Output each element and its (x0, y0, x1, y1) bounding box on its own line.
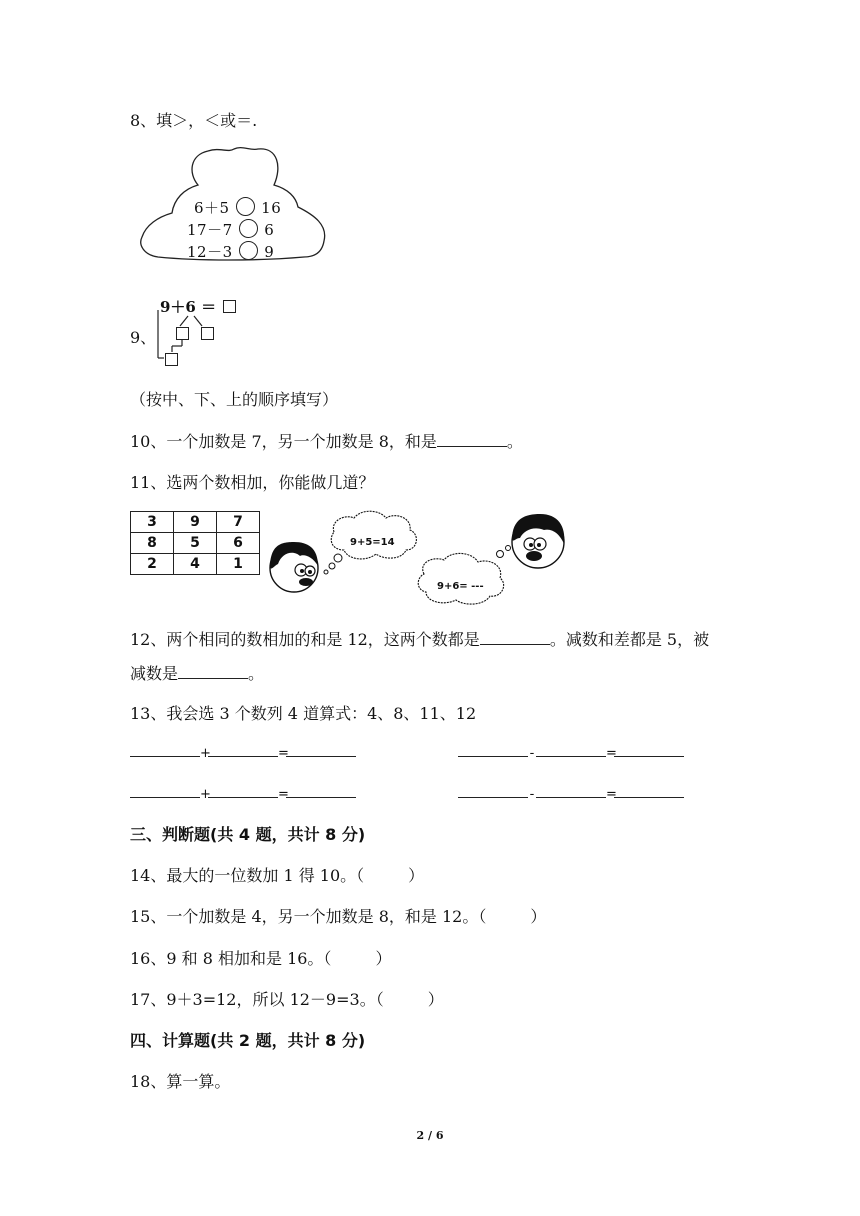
q8-row-3-left: 12－3 (187, 243, 233, 261)
q18-prompt: 18、算一算。 (130, 1072, 231, 1091)
q10-prompt (130, 429, 523, 452)
q14-close: ） (408, 866, 425, 885)
grid-cell: 3 (131, 512, 174, 533)
plus-sign: + (200, 746, 211, 761)
answer-circle[interactable] (236, 197, 255, 216)
q17-text: 17、9＋3=12，所以 12－9=3。（ (130, 990, 384, 1009)
q12-line-2 (130, 661, 264, 684)
grid-cell: 5 (174, 533, 217, 554)
thought-bubble-icon (418, 542, 516, 604)
q12-text-4: 。 (248, 664, 265, 683)
q15-close: ） (530, 907, 547, 926)
grid-cell: 7 (217, 512, 260, 533)
answer-blank[interactable] (614, 785, 684, 798)
grid-cell: 9 (174, 512, 217, 533)
q12-line-1 (130, 627, 709, 650)
q10-text: 10、一个加数是 7，另一个加数是 8，和是 (130, 432, 437, 451)
answer-blank[interactable] (458, 744, 528, 757)
subtraction-equation-1 (458, 744, 684, 761)
q10-end: 。 (506, 432, 523, 451)
equals-sign: = (606, 746, 617, 761)
q15-text: 15、一个加数是 4，另一个加数是 8，和是 12。（ (130, 907, 487, 926)
answer-blank[interactable] (286, 744, 356, 757)
answer-blank[interactable] (437, 432, 507, 447)
q12-text-3: 减数是 (130, 664, 179, 683)
section-3-title: 三、判断题(共 4 题，共计 8 分) (130, 825, 366, 844)
answer-box-left[interactable] (176, 327, 189, 340)
addition-equation-2 (130, 785, 356, 802)
q8-row-2-left: 17－7 (187, 221, 233, 239)
q8-row-3 (187, 241, 274, 262)
answer-blank[interactable] (208, 744, 278, 757)
answer-blank[interactable] (208, 785, 278, 798)
girl-face-icon (270, 542, 318, 592)
answer-blank[interactable] (614, 744, 684, 757)
answer-blank[interactable] (130, 744, 200, 757)
answer-box-bottom[interactable] (165, 353, 178, 366)
equals-sign: = (606, 787, 617, 802)
answer-circle[interactable] (239, 241, 258, 260)
plus-sign: + (200, 787, 211, 802)
q16-text: 16、9 和 8 相加和是 16。（ (130, 949, 332, 968)
boy-face-icon (512, 514, 564, 568)
answer-blank[interactable] (458, 785, 528, 798)
answer-blank[interactable] (536, 785, 606, 798)
addition-equation-1 (130, 744, 356, 761)
grid-cell: 1 (217, 554, 260, 575)
q9-equation: 9＋6 ＝ (160, 298, 217, 316)
q8-row-2-right: 6 (264, 221, 275, 239)
q12-text-2: 。减数和差都是 5，被 (549, 630, 710, 649)
q14 (130, 863, 424, 886)
cartoon-illustration (268, 504, 598, 614)
q14-text: 14、最大的一位数加 1 得 10。（ (130, 866, 365, 885)
minus-sign: - (529, 787, 535, 802)
answer-circle[interactable] (239, 219, 258, 238)
subtraction-equation-2 (458, 785, 684, 802)
q9-number: 9、 (130, 328, 157, 347)
q8-row-1-right: 16 (261, 199, 282, 217)
bubble-2-text: 9+6= --- (437, 581, 484, 592)
q9-note: （按中、下、上的顺序填写） (130, 390, 339, 409)
answer-blank[interactable] (130, 785, 200, 798)
q11-prompt: 11、选两个数相加，你能做几道？ (130, 473, 375, 492)
section-4-title: 四、计算题(共 2 题，共计 8 分) (130, 1031, 366, 1050)
q16-close: ） (375, 949, 392, 968)
number-grid (130, 511, 260, 575)
q8-prompt: 8、填＞，＜或＝. (130, 111, 258, 130)
equals-sign: = (278, 787, 289, 802)
q17-close: ） (427, 990, 444, 1009)
answer-blank[interactable] (480, 630, 550, 645)
grid-cell: 6 (217, 533, 260, 554)
minus-sign: - (529, 746, 535, 761)
q8-row-3-right: 9 (264, 243, 275, 261)
answer-box-right[interactable] (201, 327, 214, 340)
q15 (130, 904, 546, 927)
q12-text-1: 12、两个相同的数相加的和是 12，这两个数都是 (130, 630, 480, 649)
answer-blank[interactable] (536, 744, 606, 757)
q8-tree-figure (138, 145, 330, 263)
grid-cell: 8 (131, 533, 174, 554)
bubble-1-text: 9+5=14 (350, 537, 395, 548)
page-number: 2 / 6 (416, 1129, 444, 1142)
q9-figure (150, 296, 260, 368)
q8-row-1-left: 6＋5 (194, 199, 230, 217)
answer-blank[interactable] (286, 785, 356, 798)
equals-sign: = (278, 746, 289, 761)
q8-row-1 (194, 197, 281, 218)
answer-blank[interactable] (178, 664, 248, 679)
q17 (130, 987, 444, 1010)
grid-cell: 2 (131, 554, 174, 575)
q13-prompt: 13、我会选 3 个数列 4 道算式：4、8、11、12 (130, 704, 477, 723)
q16 (130, 946, 391, 969)
grid-cell: 4 (174, 554, 217, 575)
q8-row-2 (187, 219, 274, 240)
